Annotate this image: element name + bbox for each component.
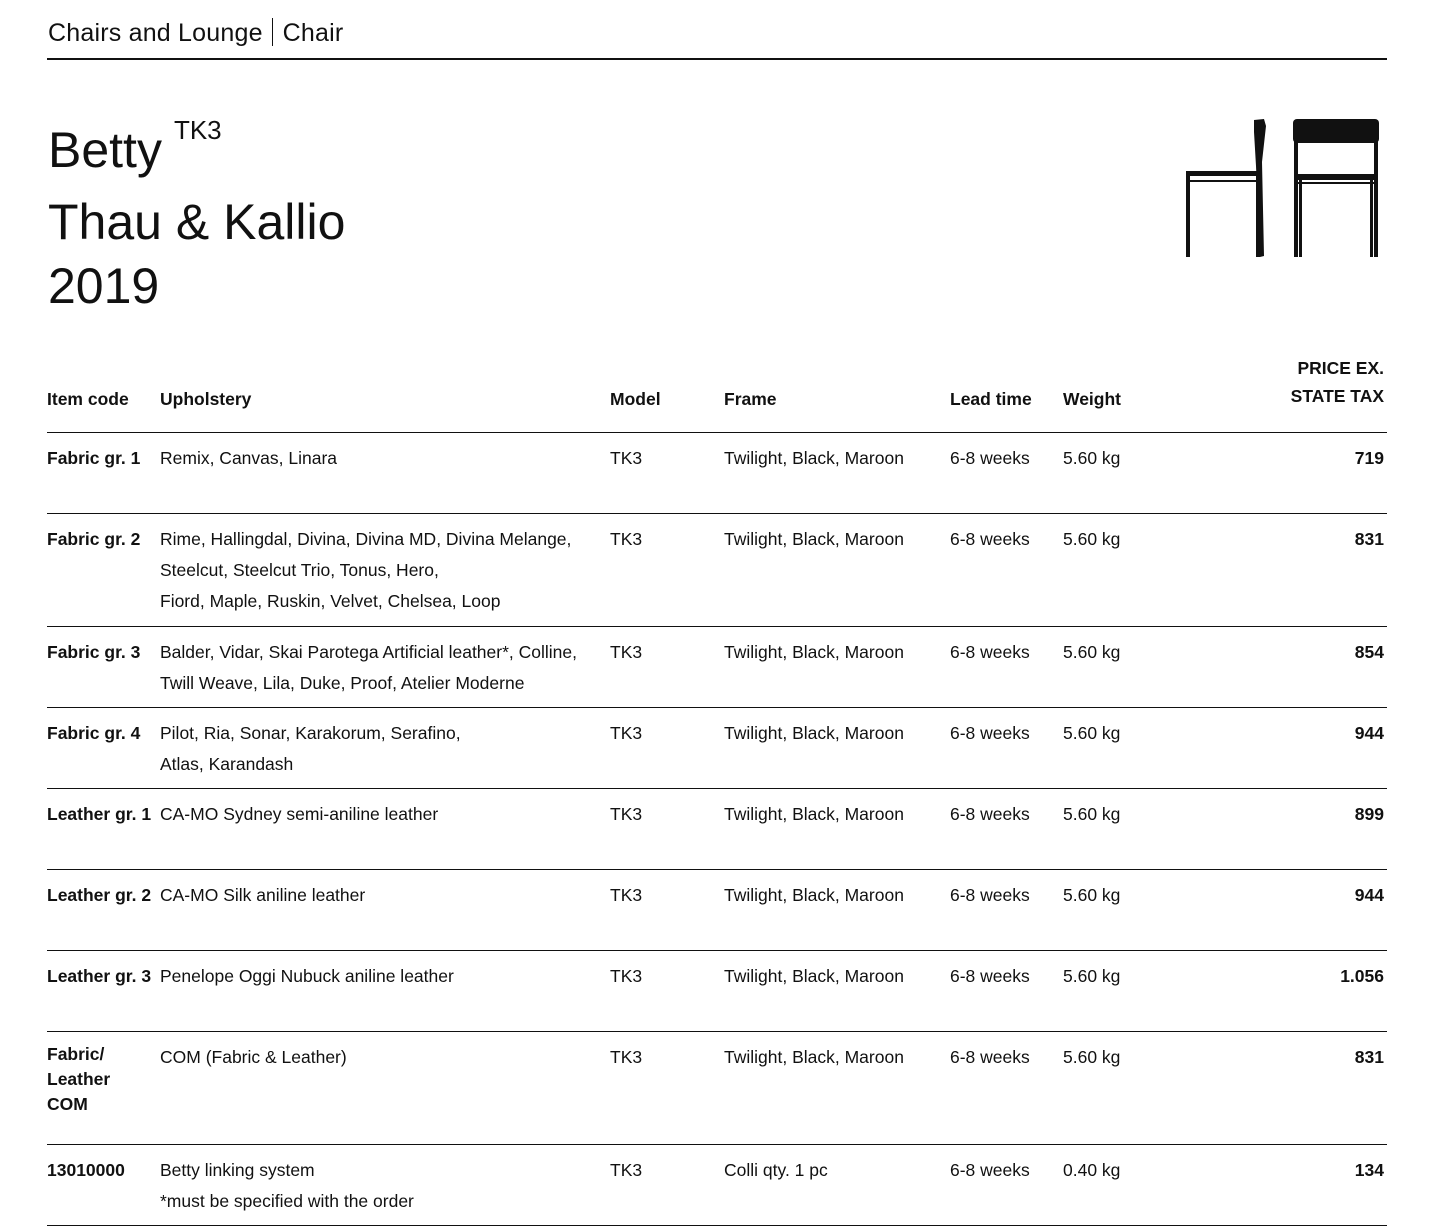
item-code: Fabric gr. 3 [47, 627, 160, 708]
product-name: Betty [48, 122, 162, 178]
price: 831 [1183, 514, 1387, 627]
header-item-code: Item code [47, 350, 160, 433]
price: 854 [1183, 627, 1387, 708]
item-code: Fabric gr. 1 [47, 433, 160, 514]
lead-time: 6-8 weeks [950, 789, 1063, 870]
weight: 5.60 kg [1063, 708, 1183, 789]
header-rule [47, 58, 1387, 60]
table-row [47, 870, 1387, 951]
lead-time: 6-8 weeks [950, 1032, 1063, 1145]
frame: Twilight, Black, Maroon [724, 870, 950, 951]
table-row [47, 514, 1387, 627]
weight: 5.60 kg [1063, 514, 1183, 627]
upholstery-line: Pilot, Ria, Sonar, Karakorum, Serafino, [160, 723, 461, 743]
item-code-line: Leather [47, 1069, 111, 1089]
upholstery [160, 514, 610, 627]
weight: 5.60 kg [1063, 1032, 1183, 1145]
price: 1.056 [1183, 951, 1387, 1032]
item-code: Fabric gr. 2 [47, 514, 160, 627]
upholstery-line: Betty linking system [160, 1160, 315, 1180]
price: 134 [1183, 1145, 1387, 1226]
product-name-line [48, 115, 345, 190]
frame: Twilight, Black, Maroon [724, 433, 950, 514]
lead-time: 6-8 weeks [950, 1145, 1063, 1226]
item-code: Leather gr. 3 [47, 951, 160, 1032]
header-frame: Frame [724, 350, 950, 433]
upholstery-line: Remix, Canvas, Linara [160, 448, 338, 468]
upholstery [160, 433, 610, 514]
upholstery-line: Twill Weave, Lila, Duke, Proof, Atelier Moderne [160, 673, 525, 693]
breadcrumb [48, 18, 343, 48]
upholstery-line: Balder, Vidar, Skai Parotega Artificial leather*, Colline, [160, 642, 577, 662]
lead-time: 6-8 weeks [950, 514, 1063, 627]
upholstery [160, 789, 610, 870]
header-price-line2: STATE TAX [1290, 386, 1384, 406]
table-row [47, 708, 1387, 789]
upholstery [160, 708, 610, 789]
price: 944 [1183, 708, 1387, 789]
model: TK3 [610, 708, 724, 789]
price: 719 [1183, 433, 1387, 514]
upholstery-line: Penelope Oggi Nubuck aniline leather [160, 966, 454, 986]
weight: 5.60 kg [1063, 627, 1183, 708]
model: TK3 [610, 1145, 724, 1226]
price: 944 [1183, 870, 1387, 951]
weight: 0.40 kg [1063, 1145, 1183, 1226]
header-price [1183, 350, 1387, 433]
model: TK3 [610, 433, 724, 514]
weight: 5.60 kg [1063, 951, 1183, 1032]
frame: Twilight, Black, Maroon [724, 627, 950, 708]
header-lead-time: Lead time [950, 350, 1063, 433]
upholstery-line: *must be specified with the order [160, 1191, 414, 1211]
item-code [47, 1032, 160, 1145]
lead-time: 6-8 weeks [950, 433, 1063, 514]
item-code: 13010000 [47, 1145, 160, 1226]
weight: 5.60 kg [1063, 870, 1183, 951]
chair-side-view-icon [1186, 119, 1266, 257]
upholstery-line: Rime, Hallingdal, Divina, Divina MD, Divina Melange, [160, 529, 572, 549]
breadcrumb-category: Chairs and Lounge [48, 19, 263, 47]
upholstery [160, 1145, 610, 1226]
header-weight: Weight [1063, 350, 1183, 433]
item-code: Leather gr. 2 [47, 870, 160, 951]
model: TK3 [610, 627, 724, 708]
model: TK3 [610, 514, 724, 627]
table-row [47, 433, 1387, 514]
table-row [47, 627, 1387, 708]
frame: Twilight, Black, Maroon [724, 1032, 950, 1145]
product-designer: Thau & Kallio [48, 194, 346, 250]
price-table [47, 350, 1387, 1226]
weight: 5.60 kg [1063, 789, 1183, 870]
upholstery [160, 951, 610, 1032]
table-row [47, 1032, 1387, 1145]
item-code: Fabric gr. 4 [47, 708, 160, 789]
header-upholstery: Upholstery [160, 350, 610, 433]
table-row [47, 1145, 1387, 1226]
model: TK3 [610, 870, 724, 951]
header-model: Model [610, 350, 724, 433]
chair-illustration [1180, 114, 1386, 260]
lead-time: 6-8 weeks [950, 951, 1063, 1032]
lead-time: 6-8 weeks [950, 870, 1063, 951]
table-row [47, 951, 1387, 1032]
model: TK3 [610, 789, 724, 870]
lead-time: 6-8 weeks [950, 627, 1063, 708]
frame: Twilight, Black, Maroon [724, 951, 950, 1032]
upholstery-line: CA-MO Silk aniline leather [160, 885, 366, 905]
header-price-line1: PRICE EX. [1297, 358, 1384, 378]
lead-time: 6-8 weeks [950, 708, 1063, 789]
weight: 5.60 kg [1063, 433, 1183, 514]
frame: Twilight, Black, Maroon [724, 789, 950, 870]
frame: Twilight, Black, Maroon [724, 708, 950, 789]
table-header-row [47, 350, 1387, 433]
upholstery-line: Atlas, Karandash [160, 754, 294, 774]
breadcrumb-subcategory: Chair [282, 19, 344, 47]
table-row [47, 789, 1387, 870]
model: TK3 [610, 1032, 724, 1145]
product-title-block [48, 115, 346, 318]
upholstery [160, 627, 610, 708]
upholstery [160, 870, 610, 951]
breadcrumb-divider [272, 18, 273, 46]
frame: Colli qty. 1 pc [724, 1145, 950, 1226]
item-code-line: COM [47, 1094, 88, 1114]
item-code: Leather gr. 1 [47, 789, 160, 870]
model: TK3 [610, 951, 724, 1032]
product-year: 2019 [48, 258, 160, 314]
upholstery [160, 1032, 610, 1145]
chair-front-view-icon [1293, 119, 1379, 257]
upholstery-line: CA-MO Sydney semi-aniline leather [160, 804, 439, 824]
price: 831 [1183, 1032, 1387, 1145]
item-code-line: Fabric/ [47, 1044, 105, 1064]
product-code-sup: TK3 [173, 115, 222, 145]
price: 899 [1183, 789, 1387, 870]
frame: Twilight, Black, Maroon [724, 514, 950, 627]
upholstery-line: Steelcut, Steelcut Trio, Tonus, Hero, [160, 560, 439, 580]
upholstery-line: Fiord, Maple, Ruskin, Velvet, Chelsea, Loop [160, 591, 501, 611]
upholstery-line: COM (Fabric & Leather) [160, 1047, 347, 1067]
